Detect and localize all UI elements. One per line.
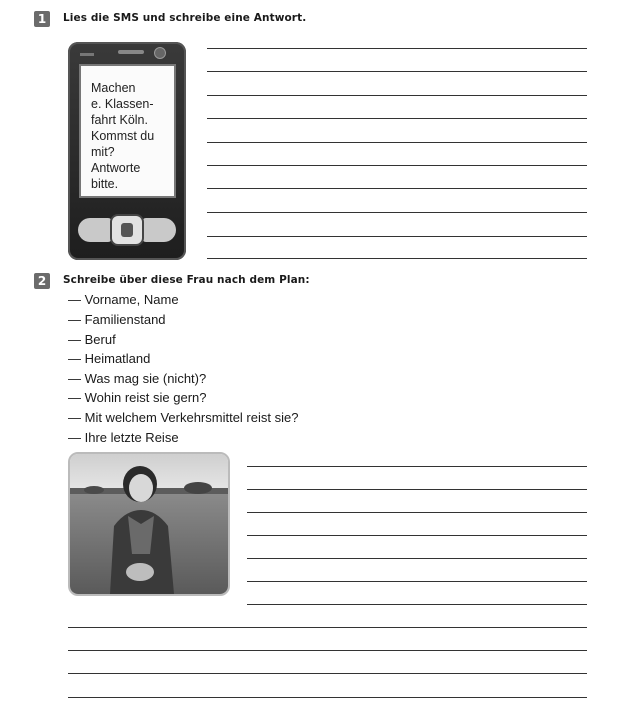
task-2-answer-line [247,512,587,513]
plan-item-travel-destination: — Wohin reist sie gern? [68,390,207,405]
task-1-answer-line [207,236,587,237]
task-2-answer-line [247,466,587,467]
task-1-number: 1 [34,11,50,27]
task-2-answer-line [68,650,587,651]
task-1-instruction: Lies die SMS und schreibe eine Antwort. [63,12,307,24]
task-1-answer-line [207,165,587,166]
task-2-number: 2 [34,273,50,289]
task-2-instruction: Schreibe über diese Frau nach dem Plan: [63,274,310,286]
task-1-answer-line [207,48,587,49]
plan-item-transport: — Mit welchem Verkehrsmittel reist sie? [68,410,299,425]
task-2-answer-line [247,535,587,536]
task-1-answer-line [207,258,587,259]
plan-item-homeland: — Heimatland [68,351,151,366]
sms-message: Machen e. Klassen- fahrt Köln. Kommst du mit? Antworte bitte. [91,81,155,191]
task-1-answer-line [207,188,587,189]
task-1-answer-line [207,118,587,119]
phone-keypad [78,212,176,250]
woman-photo [68,452,230,596]
task-2-answer-line [247,604,587,605]
task-1-answer-line [207,212,587,213]
woman-photo-graphic [70,454,228,594]
smartphone-image [68,42,186,260]
plan-item-likes: — Was mag sie (nicht)? [68,371,207,386]
phone-center-key [110,214,144,246]
phone-camera-icon [154,47,166,59]
phone-speaker [118,50,144,54]
phone-left-key [78,218,112,242]
task-1-answer-line [207,95,587,96]
plan-item-marital-status: — Familienstand [68,312,166,327]
task-2-answer-line [68,697,587,698]
task-2-answer-line [68,627,587,628]
plan-item-first-name: — Vorname, Name [68,292,179,307]
plan-item-last-trip: — Ihre letzte Reise [68,430,179,445]
task-2-answer-line [247,489,587,490]
task-1-answer-line [207,71,587,72]
task-2-answer-line [247,581,587,582]
phone-screen [79,64,176,198]
phone-brand-mark [80,53,94,56]
task-1-answer-line [207,142,587,143]
phone-right-key [142,218,176,242]
task-2-answer-line [68,673,587,674]
plan-item-job: — Beruf [68,332,116,347]
task-2-answer-line [247,558,587,559]
